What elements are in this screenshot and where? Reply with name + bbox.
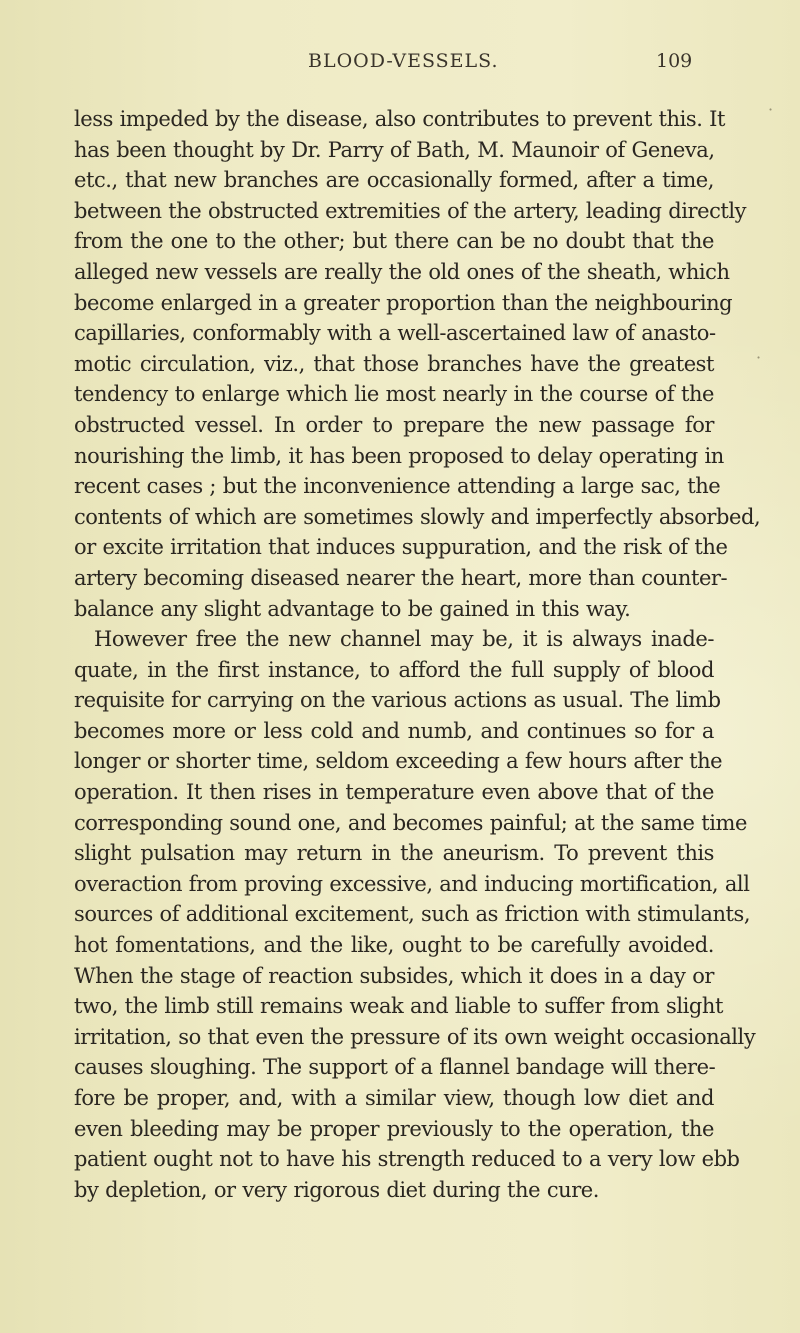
text-line: become enlarged in a greater proportion than the neighbouring <box>74 290 733 315</box>
text-line: two, the limb still remains weak and liable to suffer from slight <box>74 994 723 1019</box>
text-line: patient ought not to have his strength reduced to a very low ebb <box>74 1147 740 1172</box>
paragraph-start-line: However free the new channel may be, it is always inade- <box>94 627 714 652</box>
text-line: hot fomentations, and the like, ought to be carefully avoided. <box>74 933 714 958</box>
text-line: between the obstructed extremities of the artery, leading directly <box>74 198 747 223</box>
text-line: motic circulation, viz., that those branches have the greatest <box>74 351 714 376</box>
text-line: less impeded by the disease, also contributes to prevent this. It <box>74 107 725 131</box>
text-line: fore be proper, and, with a similar view, though low diet and <box>74 1086 714 1110</box>
text-line: from the one to the other; but there can be no doubt that the <box>74 229 714 254</box>
text-line: alleged new vessels are really the old ones of the sheath, which <box>74 259 730 284</box>
text-line: even bleeding may be proper previously to the operation, the <box>74 1116 714 1141</box>
text-line: nourishing the limb, it has been proposed to delay operating in <box>74 443 724 468</box>
text-line: irritation, so that even the pressure of its own weight occasionally <box>74 1024 756 1049</box>
text-line: etc., that new branches are occasionally formed, after a time, <box>74 168 714 193</box>
text-line: obstructed vessel. In order to prepare the new passage for <box>74 412 714 437</box>
text-line: longer or shorter time, seldom exceeding a few hours after the <box>74 749 723 774</box>
text-line: balance any slight advantage to be gained in this way. <box>74 596 631 621</box>
text-line: becomes more or less cold and numb, and continues so for a <box>74 718 714 743</box>
text-line: When the stage of reaction subsides, which it does in a day or <box>74 963 714 988</box>
page-number: 109 <box>656 50 693 72</box>
text-line: requisite for carrying on the various actions as usual. The limb <box>74 688 721 713</box>
text-line: operation. It then rises in temperature even above that of the <box>74 780 714 805</box>
running-title: BLOOD-VESSELS. <box>308 50 499 72</box>
text-line: corresponding sound one, and becomes painful; at the same time <box>74 810 747 835</box>
text-line: quate, in the first instance, to afford the full supply of blood <box>74 657 714 682</box>
text-line: artery becoming diseased nearer the heart, more than counter- <box>74 565 728 590</box>
body-text <box>74 104 761 1205</box>
text-line: overaction from proving excessive, and inducing mortification, all <box>74 871 750 896</box>
text-line: has been thought by Dr. Parry of Bath, M. Maunoir of Geneva, <box>74 137 715 162</box>
running-head <box>0 50 800 84</box>
text-line: by depletion, or very rigorous diet during the cure. <box>74 1177 600 1202</box>
margin-speck: · <box>768 100 774 119</box>
text-line: sources of additional excitement, such as friction with stimulants, <box>74 902 751 927</box>
text-line: or excite irritation that induces suppuration, and the risk of the <box>74 535 728 560</box>
text-line: slight pulsation may return in the aneurism. To prevent this <box>74 841 714 866</box>
text-line: causes sloughing. The support of a flannel bandage will there- <box>74 1055 716 1080</box>
text-line: contents of which are sometimes slowly and imperfectly absorbed, <box>74 504 761 529</box>
text-line: tendency to enlarge which lie most nearly in the course of the <box>74 382 714 407</box>
text-line: capillaries, conformably with a well-ascertained law of anasto- <box>74 321 716 346</box>
text-line: recent cases ; but the inconvenience attending a large sac, the <box>74 474 721 499</box>
margin-speck: · <box>756 348 762 367</box>
